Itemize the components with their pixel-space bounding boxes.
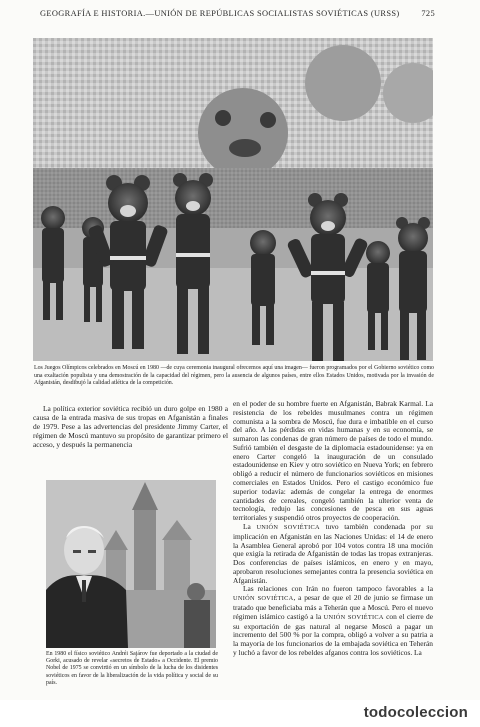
text-fragment: , a pesar de que el 20 de junio se firmase un tratado que beneficiaba más a Teherán que a Moscú. Pero el nuevo régimen islámico castigó a la	[233, 593, 434, 621]
text-fragment: tuvo también condenada por su implicación en Afganistán en las Naciones Unidas: el 14 de enero la Asamblea General aprobó por 104 votos contra 18 una moción que exigía la retirada de Afganistán de todas las tropas extranjeras. Dos conferencias de países islámicos, en enero y en mayo, aprobaron resoluciones semejantes contra la presencia soviética en Afganistán.	[233, 521, 433, 585]
right-column	[233, 400, 433, 658]
country-name: UNIÓN SOVIÉTICA	[233, 595, 294, 603]
sakharov-photo	[46, 480, 216, 648]
right-paragraph-3	[233, 585, 433, 657]
watermark-logo: todocoleccion	[363, 704, 468, 721]
text-fragment: Las relaciones con Irán no fueron tampoco favorables a la	[243, 584, 433, 594]
olympic-photo-caption: Los Juegos Olímpicos celebrados en Moscú en 1980 —de cuya ceremonia inaugural ofrecemos aquí una imagen— fueron programados por el Gobierno soviético como una exaltación populista y una demostración de la capacidad del régimen, pero la ausencia de algunos países, entre ellos Estados Unidos, motivada por la invasión de Afganistán, desdibujó la calidad atlética de la competición.	[34, 365, 434, 386]
page-number: 725	[421, 9, 435, 18]
text-fragment: con el cierre de su exportación de gas natural al negarse Moscú a pagar un incremento del 500 % por la compra, obligó a volver a su patria a la mayoría de los funcionarios de la embajada soviética en Teherán y luchó a favor de los rebeldes afganos contra los soviéticos. La	[233, 611, 434, 657]
running-head	[40, 9, 435, 23]
watermark-bar	[0, 700, 480, 727]
running-head-title: GEOGRAFÍA E HISTORIA.—UNIÓN DE REPÚBLICAS SOCIALISTAS SOVIÉTICAS (URSS)	[40, 9, 400, 18]
country-name: UNIÓN SOVIÉTICA	[256, 523, 320, 531]
left-column	[33, 405, 228, 450]
text-fragment: La	[243, 521, 251, 531]
olympic-ceremony-photo	[33, 38, 433, 361]
right-paragraph-1: en el poder de su hombre fuerte en Afganistán, Babrak Karmal. La resistencia de los rebeldes musulmanes contra un régimen comunista a la sombra de Moscú, fue dura e imbatible en el curso del año. A las pérdidas en vidas humanas y en su economía, se sumaron las condenas de gran número de países de todo el mundo. Sufrió también el desgaste de la diplomacia estadounidense: ya en enero Carter congeló la inauguración de un consulado estadounidense en Kiev y otro soviético en Nueva York; en febrero obligó a reducir el número de funcionarios soviéticos en misiones comerciales en Estados Unidos. Pero el castigo económico fue superior todavía: además de congelar la entrega de enormes cantidades de cereales, congeló también la ulterior venta de tecnología, redujo las concesiones de pesca en sus aguas territoriales y suspendió otros proyectos de cooperación.	[233, 399, 433, 523]
sakharov-photo-caption: En 1980 el físico soviético Andréi Sajárov fue deportado a la ciudad de Gorki, acusado de revelar «secretos de Estado» a Occidente. El premio Nobel de 1975 se convirtió en un símbolo de la lucha de los disidentes soviéticos en favor de la liberalización de la vida política y social de su país.	[46, 651, 218, 686]
right-paragraph-2	[233, 523, 433, 585]
country-name: UNIÓN SOVIÉTICA	[323, 613, 384, 621]
left-paragraph: La política exterior soviética recibió un duro golpe en 1980 a causa de la entrada masiva de sus tropas en Afganistán a finales de 1979. Pese a las advertencias del presidente Jimmy Carter, el régimen de Moscú mantuvo su propósito de garantizar primero el acceso, y después la permanencia	[33, 404, 228, 449]
